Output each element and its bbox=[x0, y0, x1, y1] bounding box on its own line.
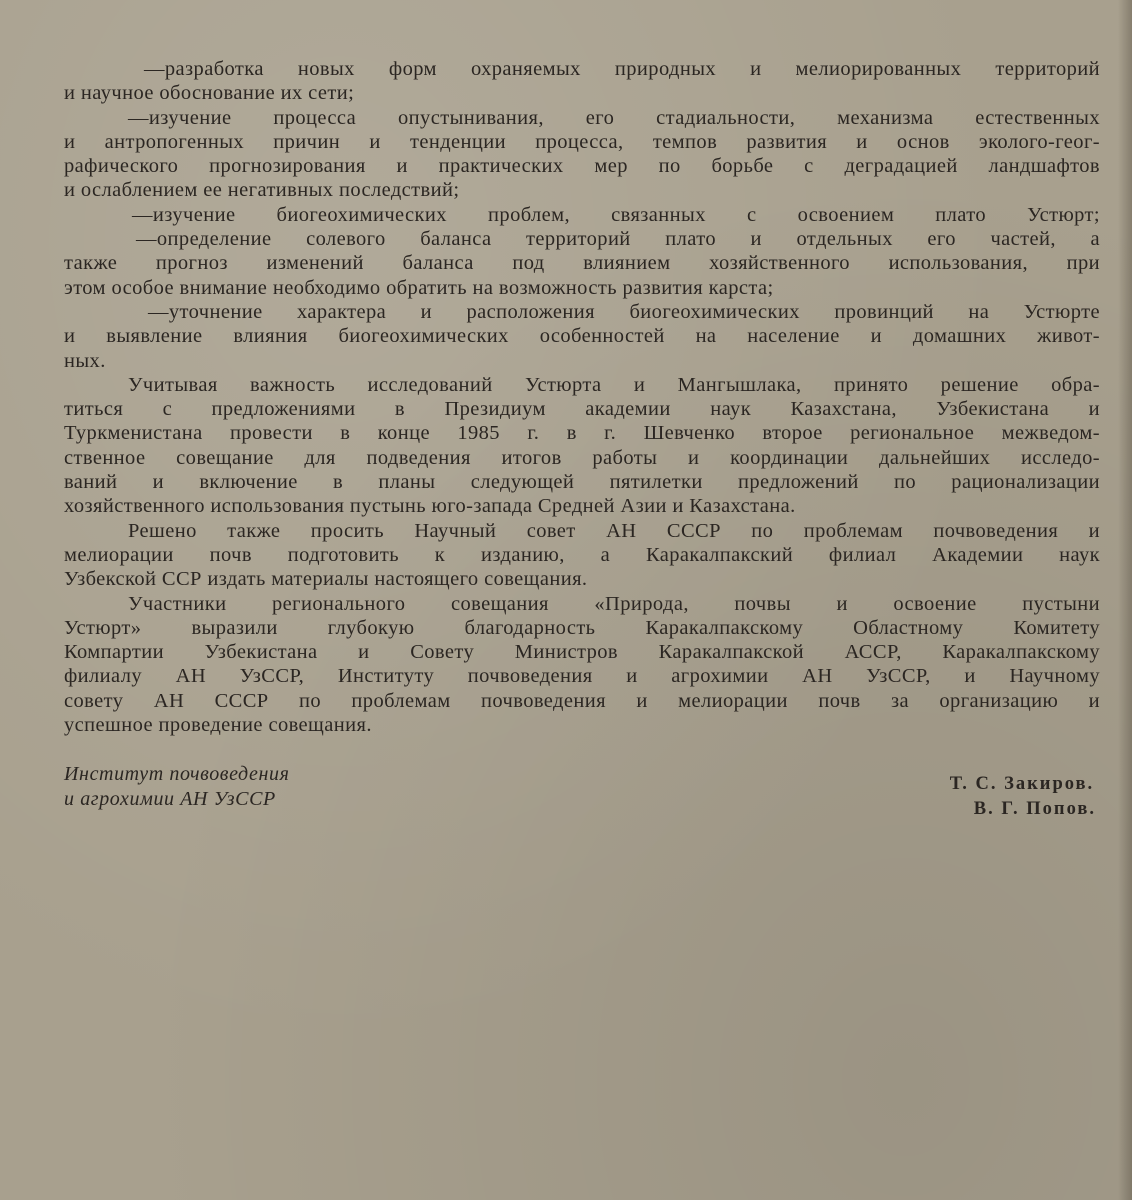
document-line: Узбекской ССР издать материалы настоящего совещания. bbox=[64, 568, 588, 591]
document-line: совету АН СССР по проблемам почвоведения и мелиорации почв за организацию и bbox=[64, 689, 1100, 712]
document-line: Решено также просить Научный совет АН СССР по проблемам почвоведения и bbox=[128, 519, 1100, 542]
document-line: и выявление влияния биогеохимических особенностей на население и домашних живот- bbox=[64, 325, 1100, 348]
author-2: В. Г. Попов. bbox=[973, 799, 1096, 819]
document-line: филиалу АН УзССР, Институту почвоведения и агрохимии АН УзССР, и Научному bbox=[64, 665, 1100, 688]
document-line: —разработка новых форм охраняемых природных и мелиорированных территорий bbox=[144, 58, 1100, 80]
document-line: ных. bbox=[64, 349, 106, 372]
institution-line-2: и агрохимии АН УзССР bbox=[64, 788, 276, 810]
institution-signature bbox=[64, 762, 290, 812]
document-line: Компартии Узбекистана и Совету Министров Каракалпакской АССР, Каракалпакскому bbox=[64, 641, 1100, 664]
document-line: этом особое внимание необходимо обратить на возможность развития карста; bbox=[64, 276, 774, 299]
document-body bbox=[64, 57, 1100, 737]
document-line: также прогноз изменений баланса под влиянием хозяйственного использования, при bbox=[64, 252, 1100, 275]
document-line: ваний и включение в планы следующей пятилетки предложений по рационализации bbox=[64, 471, 1100, 494]
institution-line-1: Институт почвоведения bbox=[64, 763, 290, 785]
authors-signature bbox=[950, 772, 1096, 822]
document-line: Туркменистана провести в конце 1985 г. в г. Шевченко второе региональное межведом- bbox=[64, 422, 1100, 445]
document-line: —уточнение характера и расположения биогеохимических провинций на Устюрте bbox=[148, 300, 1100, 323]
document-line: и ослаблением ее негативных последствий; bbox=[64, 179, 460, 202]
document-line: —изучение биогеохимических проблем, связанных с освоением плато Устюрт; bbox=[132, 203, 1100, 226]
document-line: Учитывая важность исследований Устюрта и Мангышлака, принято решение обра- bbox=[128, 373, 1100, 396]
document-line: —определение солевого баланса территорий плато и отдельных его частей, а bbox=[136, 228, 1100, 251]
document-line: —изучение процесса опустынивания, его стадиальности, механизма естественных bbox=[128, 106, 1100, 129]
document-line: ственное совещание для подведения итогов работы и координации дальнейших исследо- bbox=[64, 446, 1100, 469]
document-line: и научное обоснование их сети; bbox=[64, 82, 355, 105]
page-edge-shadow bbox=[1118, 0, 1132, 1200]
document-line: Участники регионального совещания «Природа, почвы и освоение пустыни bbox=[128, 592, 1100, 615]
signature-block bbox=[64, 762, 1100, 822]
document-line: и антропогенных причин и тенденции процесса, темпов развития и основ эколого-геог- bbox=[64, 130, 1100, 153]
document-line: рафического прогнозирования и практических мер по борьбе с деградацией ландшафтов bbox=[64, 155, 1100, 178]
document-line: успешное проведение совещания. bbox=[64, 714, 372, 737]
author-1: Т. С. Закиров. bbox=[949, 774, 1095, 794]
document-line: мелиорации почв подготовить к изданию, а Каракалпакский филиал Академии наук bbox=[64, 543, 1100, 566]
document-line: хозяйственного использования пустынь юго-запада Средней Азии и Казахстана. bbox=[64, 495, 796, 518]
document-line: титься с предложениями в Президиум академии наук Казахстана, Узбекистана и bbox=[64, 398, 1100, 421]
document-line: Устюрт» выразили глубокую благодарность Каракалпакскому Областному Комитету bbox=[64, 616, 1100, 639]
